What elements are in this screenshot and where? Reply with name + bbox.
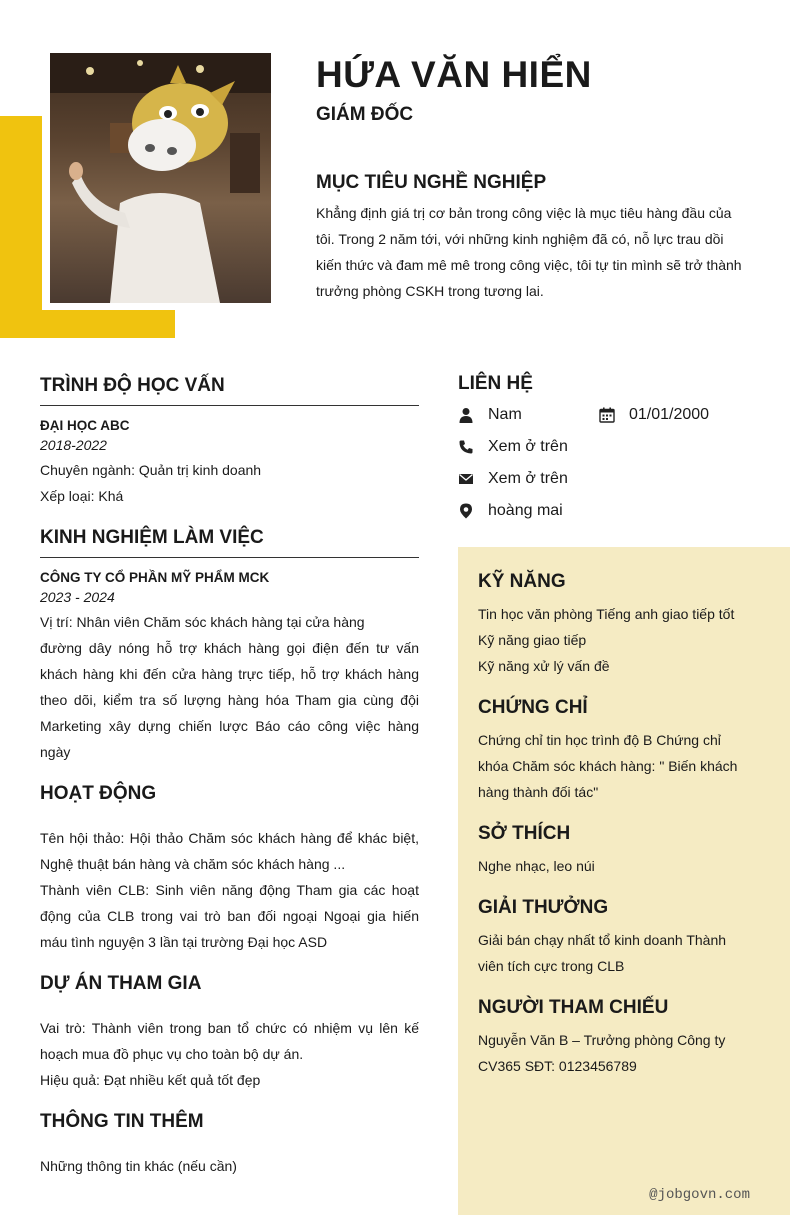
contact-birthday [599,406,709,424]
references-section [478,997,748,1079]
address-value: hoàng mai [488,502,563,519]
project-item: Vai trò: Thành viên trong ban tổ chức có nhiệm vụ lên kế hoạch mua đồ phục vụ cho toàn bộ dự án. [40,1020,419,1062]
activity-item: Tên hội thảo: Hội thảo Chăm sóc khách hàng để khác biệt, Nghệ thuật bán hàng và chăm sóc khách hàng ... [40,830,419,872]
right-panel-content [478,571,748,1097]
project-item: Hiệu quả: Đạt nhiều kết quả tốt đẹp [40,1072,261,1088]
hobbies-text: Nghe nhạc, leo núi [478,858,595,874]
hobbies-section [478,823,748,879]
watermark: @jobgovn.com [649,1187,750,1203]
contact-address [458,502,563,520]
contact-section [458,373,778,403]
extra-text: Những thông tin khác (nếu cần) [40,1158,237,1174]
experience-title: KINH NGHIỆM LÀM VIỆC [40,527,419,558]
job-title: GIÁM ĐỐC [316,104,414,125]
experience-position: Vị trí: Nhân viên Chăm sóc khách hàng tại cửa hàng [40,614,365,630]
activity-item: Thành viên CLB: Sinh viên năng động Tham gia các hoạt động của CLB trong vai trò ban đối ngoại Ngoại gia hiến máu tình nguyện 3 lần tại trường Đại học ASD [40,882,419,950]
contact-phone [458,438,568,456]
objective-section [316,172,748,304]
email-icon [458,471,474,487]
candidate-name: HỨA VĂN HIỂN [316,54,592,95]
company-name: CÔNG TY CỔ PHẦN MỸ PHẨM MCK [40,570,270,585]
phone-icon [458,439,474,455]
projects-section [40,973,419,1093]
objective-text: Khẳng định giá trị cơ bản trong công việc là mục tiêu hàng đầu của tôi. Trong 2 năm tới, với những kinh nghiệm đã có, nỗ lực trau dồi kiến thức và đam mê mê trong công việc, tôi tự tin mình sẽ trở thành trưởng phòng CSKH trong tương lai. [316,205,742,299]
extra-section [40,1111,419,1179]
location-icon [458,503,474,519]
awards-section [478,897,748,979]
education-section [40,375,419,509]
certificates-text: Chứng chỉ tin học trình độ B Chứng chỉ khóa Chăm sóc khách hàng: " Biến khách hàng thành đối tác" [478,732,738,800]
awards-text: Giải bán chạy nhất tổ kinh doanh Thành viên tích cực trong CLB [478,932,727,974]
skill-item: Kỹ năng xử lý vấn đề [478,658,610,674]
activities-section [40,783,419,955]
education-major: Chuyên ngành: Quản trị kinh doanh [40,462,262,478]
experience-section [40,527,419,765]
portrait-photo-icon [50,53,271,303]
skill-item: Kỹ năng giao tiếp [478,632,587,648]
email-value: Xem ở trên [488,470,568,487]
contact-gender [458,406,522,424]
skills-title: KỸ NĂNG [478,571,566,592]
calendar-icon [599,407,615,423]
right-panel [458,547,790,1215]
awards-title: GIẢI THƯỞNG [478,897,609,918]
references-title: NGƯỜI THAM CHIẾU [478,997,669,1018]
school-name: ĐẠI HỌC ABC [40,418,130,433]
experience-period: 2023 - 2024 [40,589,115,605]
left-column [40,375,419,1197]
accent-block-vertical [0,116,42,338]
contact-title: LIÊN HỆ [458,373,533,394]
education-period: 2018-2022 [40,437,107,453]
birthday-value: 01/01/2000 [629,406,710,423]
projects-title: DỰ ÁN THAM GIA [40,973,202,994]
skill-item: Tin học văn phòng Tiếng anh giao tiếp tốt [478,606,735,622]
person-icon [458,407,474,423]
references-text: Nguyễn Văn B – Trưởng phòng Công ty CV365 SĐT: 0123456789 [478,1032,726,1074]
extra-title: THÔNG TIN THÊM [40,1111,204,1132]
experience-description: đường dây nóng hỗ trợ khách hàng gọi điện đến tư vấn khách hàng khi đến cửa hàng trực tiếp, hỗ trợ khách hàng theo dõi, kiểm tra số lượng hàng hóa Tham gia cùng đội Marketing xây dựng chiến lược Báo cáo công việc hàng ngày [40,640,419,760]
profile-photo [50,53,271,303]
hobbies-title: SỞ THÍCH [478,823,571,844]
phone-value: Xem ở trên [488,438,568,455]
education-grade: Xếp loại: Khá [40,488,124,504]
contact-email [458,470,568,488]
objective-title: MỤC TIÊU NGHỀ NGHIỆP [316,172,547,193]
activities-title: HOẠT ĐỘNG [40,783,157,804]
accent-block-horizontal [0,310,175,338]
gender-value: Nam [488,406,522,423]
certificates-section [478,697,748,805]
education-title: TRÌNH ĐỘ HỌC VẤN [40,375,419,406]
certificates-title: CHỨNG CHỈ [478,697,588,718]
skills-section [478,571,748,679]
